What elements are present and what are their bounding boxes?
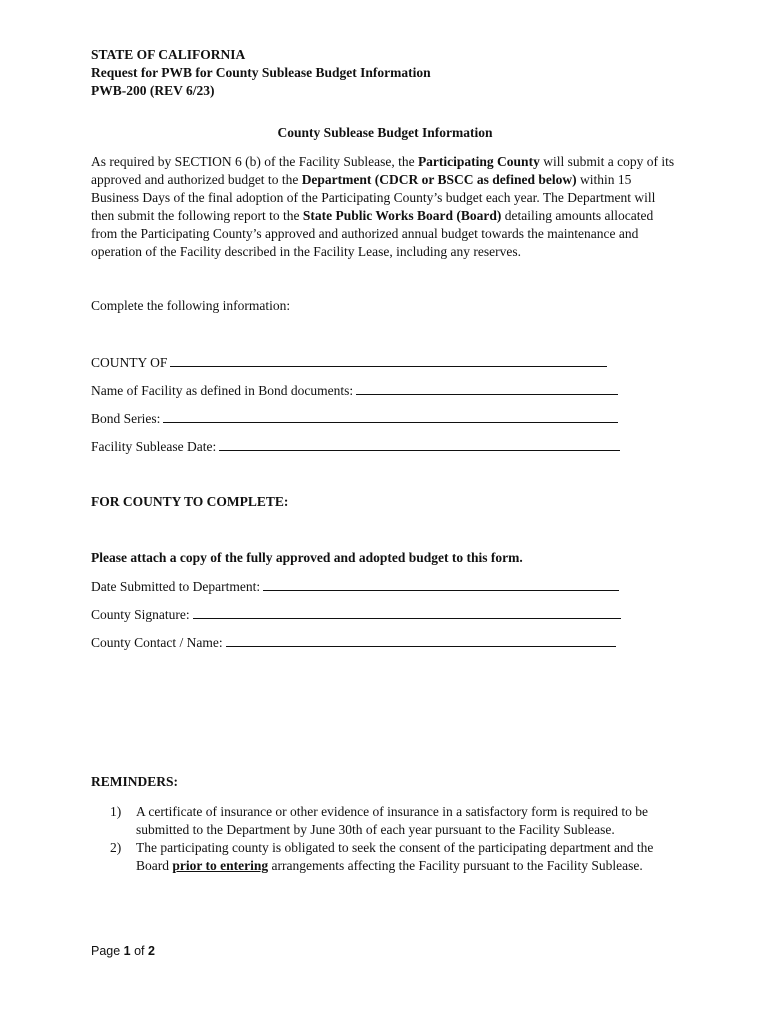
county-signature-row: [91, 606, 621, 623]
intro-text-3: within 15 Business Days of the final adoption of the Participating County’s budget each year. The Department will then submit the following report to the: [91, 172, 656, 223]
sublease-date-label: Facility Sublease Date:: [91, 439, 217, 454]
county-contact-row: [91, 634, 616, 651]
intro-text-1: As required by SECTION 6 (b) of the Facility Sublease, the: [91, 154, 418, 169]
county-of-label: COUNTY OF: [91, 355, 168, 370]
date-submitted-row: [91, 578, 619, 595]
facility-name-row: [91, 382, 618, 399]
facility-name-label: Name of Facility as defined in Bond documents:: [91, 383, 354, 398]
reminder-emphasis: prior to entering: [172, 858, 269, 873]
bond-series-label: Bond Series:: [91, 411, 161, 426]
reminders-list: [110, 803, 680, 875]
of-word: of: [130, 944, 148, 958]
intro-paragraph: [91, 153, 681, 261]
reminder-item: [110, 803, 680, 839]
form-header: [91, 46, 431, 100]
header-form-number: PWB-200 (REV 6/23): [91, 83, 215, 98]
instruction-text: Complete the following information:: [91, 298, 291, 313]
county-of-field[interactable]: [170, 354, 607, 367]
date-submitted-field[interactable]: [263, 578, 619, 591]
header-form-title: Request for PWB for County Sublease Budget Information: [91, 65, 431, 80]
intro-bold-3: State Public Works Board (Board): [302, 208, 502, 223]
current-page: 1: [123, 944, 131, 958]
county-signature-label: County Signature:: [91, 607, 190, 622]
page-word: Page: [91, 944, 124, 958]
county-of-row: [91, 354, 607, 371]
sublease-date-field[interactable]: [219, 438, 620, 451]
bond-series-field[interactable]: [163, 410, 618, 423]
document-title: County Sublease Budget Information: [277, 125, 493, 140]
intro-bold-2: Department (CDCR or BSCC as defined below): [301, 172, 577, 187]
reminder-text-part: arrangements affecting the Facility pursuant to the Facility Sublease.: [268, 858, 643, 873]
county-section-heading: FOR COUNTY TO COMPLETE:: [91, 494, 289, 509]
reminders-heading: REMINDERS:: [91, 774, 179, 789]
sublease-date-row: [91, 438, 620, 455]
intro-bold-1: Participating County: [417, 154, 540, 169]
county-contact-label: County Contact / Name:: [91, 635, 223, 650]
reminder-text: A certificate of insurance or other evidence of insurance in a satisfactory form is required to be submitted to the Department by June 30th of each year pursuant to the Facility Sublease.: [136, 804, 649, 837]
total-pages: 2: [148, 944, 155, 958]
facility-name-field[interactable]: [356, 382, 618, 395]
header-state: STATE OF CALIFORNIA: [91, 47, 246, 62]
bond-series-row: [91, 410, 618, 427]
reminder-text-part: The participating county is obligated to seek the consent of the participating department and the Board: [136, 840, 654, 873]
page-number: [91, 944, 155, 958]
county-contact-field[interactable]: [226, 634, 616, 647]
reminder-item: [110, 839, 680, 875]
date-submitted-label: Date Submitted to Department:: [91, 579, 261, 594]
county-signature-field[interactable]: [193, 606, 621, 619]
attach-budget-note: Please attach a copy of the fully approved and adopted budget to this form.: [91, 550, 523, 565]
reminder-number: 1): [110, 804, 122, 819]
reminder-number: 2): [110, 840, 122, 855]
intro-text-4: detailing amounts allocated from the Participating County’s approved and authorized annual budget towards the maintenance and operation of the Facility described in the Facility Lease, including any reserves.: [91, 208, 654, 259]
intro-text-2: will submit a copy of its approved and authorized budget to the: [91, 154, 675, 187]
